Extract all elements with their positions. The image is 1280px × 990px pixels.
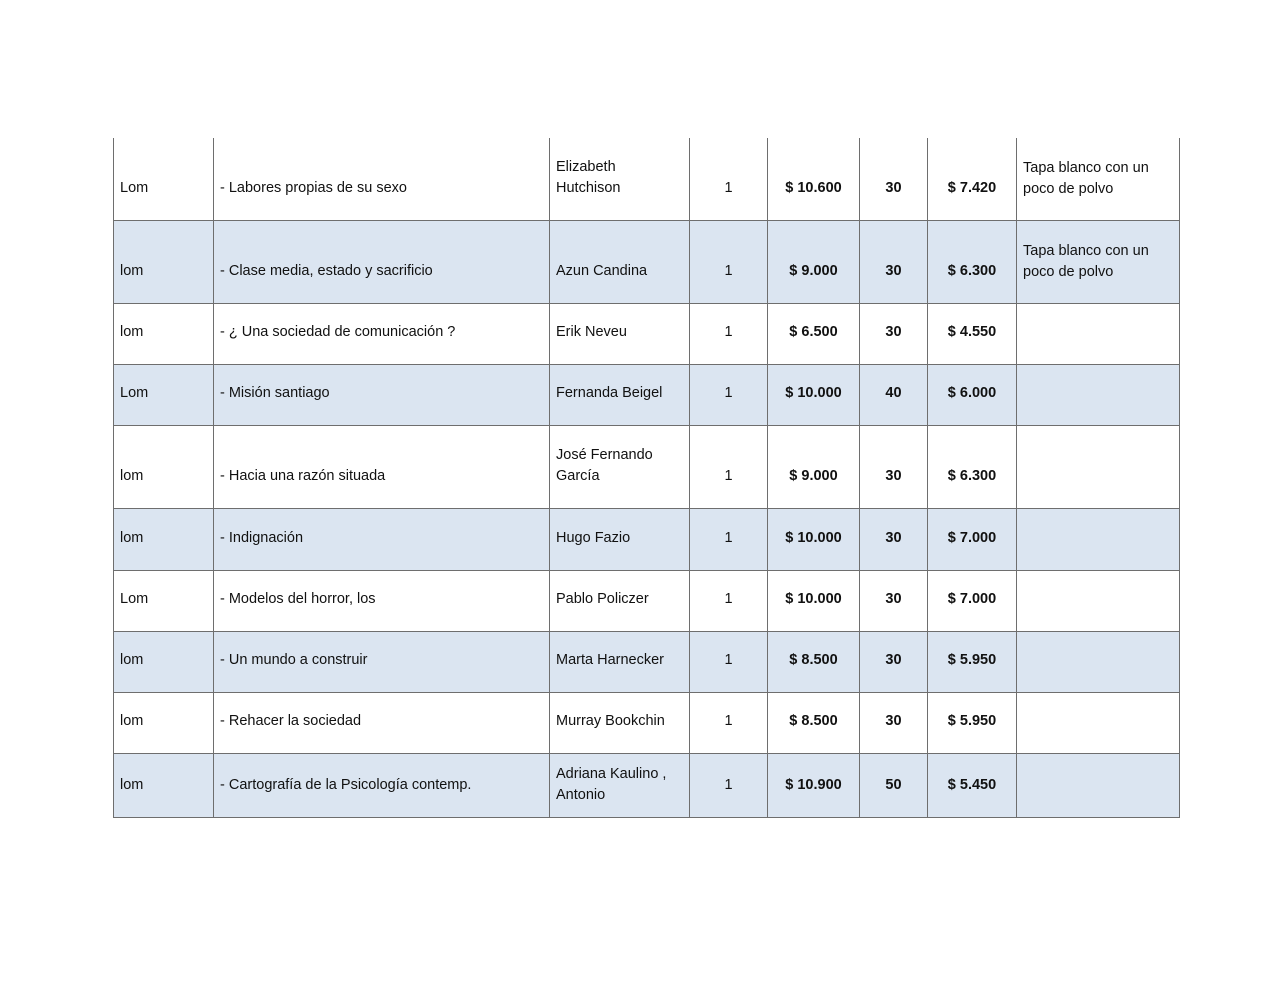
cell-note: [1017, 508, 1180, 570]
cell-publisher: lom: [114, 631, 214, 692]
cell-author: Murray Bookchin: [550, 692, 690, 753]
table-row: [114, 508, 1180, 570]
cell-title: - Hacia una razón situada: [214, 425, 550, 508]
cell-note: [1017, 753, 1180, 817]
cell-title: - ¿ Una sociedad de comunicación ?: [214, 303, 550, 364]
cell-title: - Labores propias de su sexo: [214, 138, 550, 220]
cell-author: Hugo Fazio: [550, 508, 690, 570]
table-row: [114, 692, 1180, 753]
table-row: [114, 220, 1180, 303]
cell-author: Pablo Policzer: [550, 570, 690, 631]
cell-discount: 30: [860, 220, 928, 303]
cell-author: Fernanda Beigel: [550, 364, 690, 425]
cell-publisher: lom: [114, 220, 214, 303]
cell-qty: 1: [690, 692, 768, 753]
cell-publisher: lom: [114, 508, 214, 570]
cell-author: José Fernando García: [550, 425, 690, 508]
cell-price: $ 10.000: [768, 364, 860, 425]
cell-author: Elizabeth Hutchison: [550, 138, 690, 220]
cell-net: $ 5.950: [928, 692, 1017, 753]
cell-title: - Rehacer la sociedad: [214, 692, 550, 753]
cell-note: [1017, 303, 1180, 364]
table-row: [114, 570, 1180, 631]
cell-price: $ 9.000: [768, 220, 860, 303]
cell-note: Tapa blanco con un poco de polvo: [1017, 220, 1180, 303]
cell-net: $ 5.450: [928, 753, 1017, 817]
cell-publisher: Lom: [114, 138, 214, 220]
cell-publisher: lom: [114, 303, 214, 364]
cell-discount: 40: [860, 364, 928, 425]
table-row: [114, 631, 1180, 692]
cell-title: - Un mundo a construir: [214, 631, 550, 692]
cell-note: [1017, 425, 1180, 508]
cell-author: Marta Harnecker: [550, 631, 690, 692]
cell-price: $ 10.000: [768, 570, 860, 631]
cell-qty: 1: [690, 303, 768, 364]
cell-net: $ 6.300: [928, 425, 1017, 508]
cell-price: $ 10.000: [768, 508, 860, 570]
cell-qty: 1: [690, 631, 768, 692]
cell-title: - Misión santiago: [214, 364, 550, 425]
cell-discount: 30: [860, 138, 928, 220]
cell-publisher: lom: [114, 425, 214, 508]
cell-title: - Clase media, estado y sacrificio: [214, 220, 550, 303]
cell-price: $ 8.500: [768, 631, 860, 692]
cell-price: $ 10.600: [768, 138, 860, 220]
cell-net: $ 4.550: [928, 303, 1017, 364]
cell-qty: 1: [690, 138, 768, 220]
cell-net: $ 5.950: [928, 631, 1017, 692]
cell-qty: 1: [690, 425, 768, 508]
cell-discount: 30: [860, 692, 928, 753]
cell-discount: 30: [860, 508, 928, 570]
cell-publisher: Lom: [114, 364, 214, 425]
cell-qty: 1: [690, 753, 768, 817]
cell-title: - Cartografía de la Psicología contemp.: [214, 753, 550, 817]
cell-net: $ 7.000: [928, 570, 1017, 631]
cell-title: - Indignación: [214, 508, 550, 570]
cell-discount: 30: [860, 570, 928, 631]
cell-price: $ 8.500: [768, 692, 860, 753]
table-row: [114, 364, 1180, 425]
cell-net: $ 6.300: [928, 220, 1017, 303]
cell-note: [1017, 631, 1180, 692]
table-row: [114, 303, 1180, 364]
cell-price: $ 9.000: [768, 425, 860, 508]
cell-net: $ 7.000: [928, 508, 1017, 570]
cell-note: [1017, 364, 1180, 425]
cell-qty: 1: [690, 570, 768, 631]
cell-net: $ 6.000: [928, 364, 1017, 425]
cell-note: Tapa blanco con un poco de polvo: [1017, 138, 1180, 220]
cell-publisher: lom: [114, 753, 214, 817]
book-price-table: [113, 138, 1180, 818]
cell-discount: 30: [860, 631, 928, 692]
table-row: [114, 138, 1180, 220]
cell-discount: 30: [860, 303, 928, 364]
cell-discount: 30: [860, 425, 928, 508]
table-row: [114, 425, 1180, 508]
cell-price: $ 10.900: [768, 753, 860, 817]
cell-qty: 1: [690, 364, 768, 425]
cell-qty: 1: [690, 508, 768, 570]
cell-qty: 1: [690, 220, 768, 303]
table-row: [114, 753, 1180, 817]
cell-price: $ 6.500: [768, 303, 860, 364]
cell-author: Adriana Kaulino , Antonio: [550, 753, 690, 817]
cell-note: [1017, 570, 1180, 631]
cell-discount: 50: [860, 753, 928, 817]
cell-author: Erik Neveu: [550, 303, 690, 364]
cell-net: $ 7.420: [928, 138, 1017, 220]
cell-publisher: lom: [114, 692, 214, 753]
cell-publisher: Lom: [114, 570, 214, 631]
cell-author: Azun Candina: [550, 220, 690, 303]
cell-title: - Modelos del horror, los: [214, 570, 550, 631]
cell-note: [1017, 692, 1180, 753]
